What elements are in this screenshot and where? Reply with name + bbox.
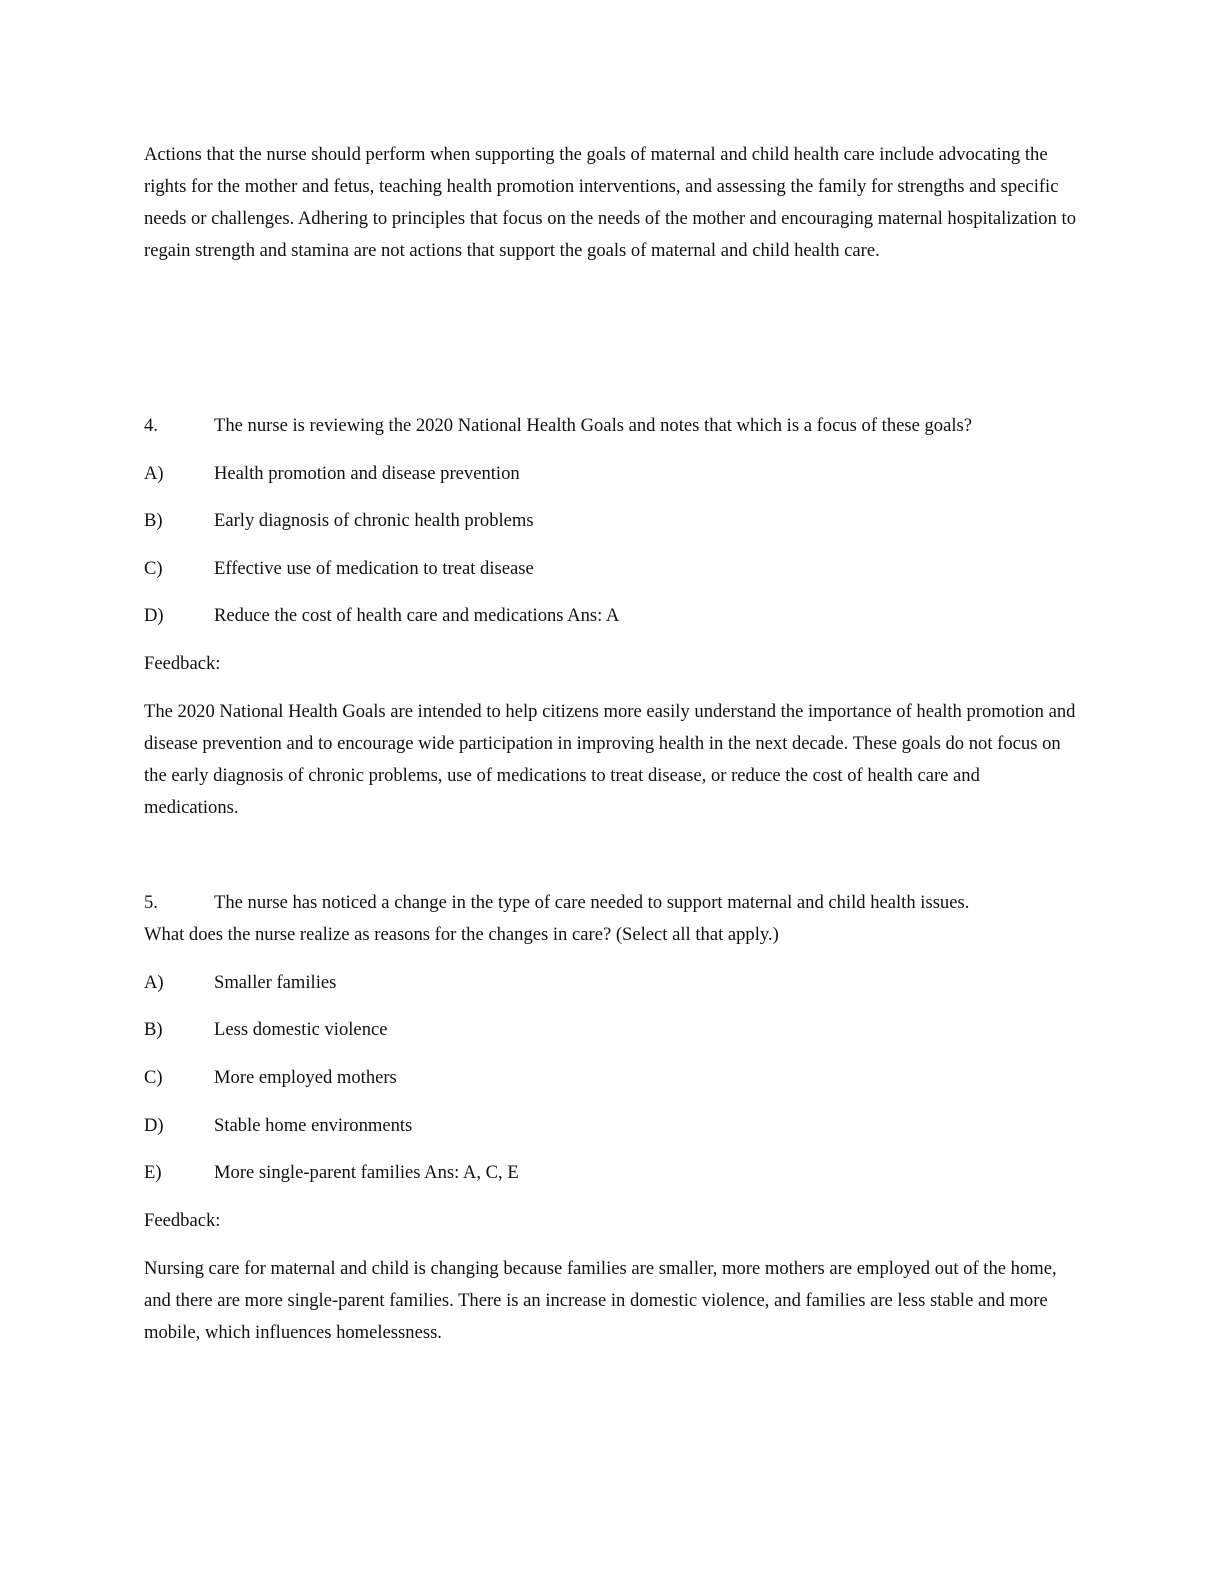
- option-b: [144, 505, 1079, 537]
- option-label: D): [144, 605, 164, 626]
- option-label: C): [144, 1067, 163, 1088]
- question-5: [144, 887, 1079, 919]
- feedback-label: Feedback:: [144, 653, 221, 674]
- option-c: [144, 1062, 1079, 1094]
- option-text: Stable home environments: [214, 1115, 413, 1136]
- option-text: Reduce the cost of health care and medications Ans: A: [214, 605, 620, 626]
- option-a: [144, 967, 1079, 999]
- option-label: D): [144, 1115, 164, 1136]
- option-b: [144, 1014, 1079, 1046]
- option-text: Health promotion and disease prevention: [214, 463, 520, 484]
- option-text: Effective use of medication to treat disease: [214, 558, 534, 579]
- option-text: Less domestic violence: [214, 1019, 388, 1040]
- option-label: C): [144, 558, 163, 579]
- option-text: More employed mothers: [214, 1067, 397, 1088]
- option-text: Early diagnosis of chronic health problems: [214, 510, 534, 531]
- question-text: The nurse is reviewing the 2020 National Health Goals and notes that which is a focus of these goals?: [214, 415, 973, 436]
- option-d: [144, 1110, 1079, 1142]
- option-text: Smaller families: [214, 972, 337, 993]
- question-number: 4.: [144, 415, 158, 436]
- feedback-label: Feedback:: [144, 1210, 221, 1231]
- option-e: [144, 1157, 1079, 1189]
- feedback-paragraph: Nursing care for maternal and child is changing because families are smaller, more mothers are employed out of the home, and there are more single-parent families. There is an increase in domestic violence, and families are less stable and more mobile, which influences homelessness.: [144, 1258, 1057, 1343]
- question-text-line-1: The nurse has noticed a change in the type of care needed to support maternal and child health issues.: [214, 892, 970, 913]
- option-d: [144, 600, 1079, 632]
- feedback-paragraph: The 2020 National Health Goals are intended to help citizens more easily understand the importance of health promotion and disease prevention and to encourage wide participation in improving health in the next decade. These goals do not focus on the early diagnosis of chronic problems, use of medications to treat disease, or reduce the cost of health care and medications.: [144, 701, 1076, 818]
- option-text: More single-parent families Ans: A, C, E: [214, 1162, 519, 1183]
- option-label: B): [144, 510, 163, 531]
- option-label: A): [144, 463, 164, 484]
- question-number: 5.: [144, 892, 158, 913]
- question-text-line-2: What does the nurse realize as reasons for the changes in care? (Select all that apply.): [144, 924, 779, 945]
- option-label: A): [144, 972, 164, 993]
- intro-feedback-paragraph: Actions that the nurse should perform when supporting the goals of maternal and child health care include advocating the rights for the mother and fetus, teaching health promotion interventions, and assessing the family for strengths and specific needs or challenges. Adhering to principles that focus on the needs of the mother and encouraging maternal hospitalization to regain strength and stamina are not actions that support the goals of maternal and child health care.: [144, 144, 1076, 261]
- question-4: [144, 410, 1079, 442]
- option-a: [144, 458, 1079, 490]
- option-label: B): [144, 1019, 163, 1040]
- option-c: [144, 553, 1079, 585]
- option-label: E): [144, 1162, 162, 1183]
